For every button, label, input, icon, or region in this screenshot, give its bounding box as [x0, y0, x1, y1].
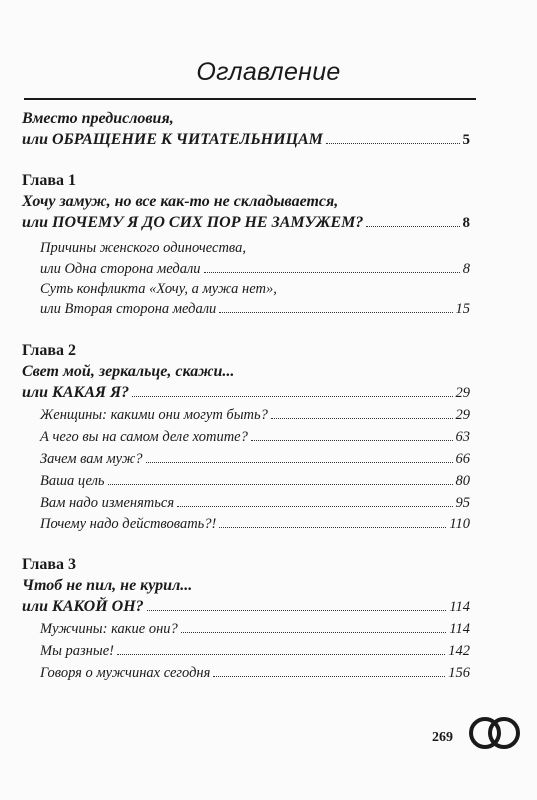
toc-entry-section[interactable]: [40, 515, 470, 533]
section-title: Зачем вам муж?: [40, 451, 143, 467]
toc-entry-chapter-1[interactable]: [22, 214, 470, 232]
page-number: 63: [455, 429, 470, 445]
toc-entry-chapter-2[interactable]: [22, 384, 470, 402]
page-number: 110: [449, 516, 470, 532]
heading-divider: [24, 98, 476, 100]
chapter-title-line1: Чтоб не пил, не курил...: [22, 577, 193, 594]
toc-heading: Оглавление: [196, 58, 341, 86]
toc-entry-section[interactable]: [40, 620, 470, 638]
chapter-title-line2: или КАКАЯ Я?: [22, 384, 130, 401]
page-number: 95: [455, 495, 470, 511]
rings-logo-icon: [468, 714, 522, 752]
page-number: 5: [462, 132, 470, 148]
page-number: 8: [462, 261, 470, 277]
leader-dots: [326, 143, 460, 144]
section-title: Почему надо действовать?!: [40, 516, 217, 532]
page-number: 142: [448, 643, 470, 659]
leader-dots: [177, 506, 452, 507]
page-number: 66: [455, 451, 470, 467]
toc-entry-section[interactable]: [40, 260, 470, 278]
page-number: 156: [448, 665, 470, 681]
chapter-title-line1: Хочу замуж, но все как-то не складывается,: [22, 193, 339, 210]
chapter-title-line2: или КАКОЙ ОН?: [22, 598, 144, 615]
section-line1: Причины женского одиночества,: [40, 240, 247, 256]
page-number: 8: [462, 215, 470, 231]
section-title: Говоря о мужчинах сегодня: [40, 665, 211, 681]
leader-dots: [108, 484, 453, 485]
folio-page-number: 269: [432, 730, 453, 745]
leader-dots: [271, 418, 453, 419]
leader-dots: [117, 654, 445, 655]
chapter-title-line2: или ПОЧЕМУ Я ДО СИХ ПОР НЕ ЗАМУЖЕМ?: [22, 214, 364, 231]
leader-dots: [147, 610, 447, 611]
section-line1: Суть конфликта «Хочу, а мужа нет»,: [40, 281, 277, 297]
page-number: 80: [455, 473, 470, 489]
leader-dots: [132, 396, 452, 397]
toc-entry-section[interactable]: [40, 494, 470, 512]
leader-dots: [204, 272, 460, 273]
page-number: 114: [449, 621, 470, 637]
page-number: 29: [455, 407, 470, 423]
section-line2: или Одна сторона медали: [40, 261, 201, 277]
leader-dots: [219, 527, 446, 528]
leader-dots: [366, 226, 459, 227]
preface-line2: или ОБРАЩЕНИЕ К ЧИТАТЕЛЬНИЦАМ: [22, 131, 323, 148]
leader-dots: [181, 632, 447, 633]
page-number: 114: [449, 599, 470, 615]
toc-entry-section[interactable]: [40, 300, 470, 318]
toc-entry-section[interactable]: [40, 472, 470, 490]
chapter-title-line1: Свет мой, зеркальце, скажи...: [22, 363, 235, 380]
section-title: Женщины: какими они могут быть?: [40, 407, 268, 423]
leader-dots: [251, 440, 453, 441]
leader-dots: [146, 462, 453, 463]
preface-line1: Вместо предисловия,: [22, 110, 174, 127]
toc-entry-section[interactable]: [40, 428, 470, 446]
leader-dots: [219, 312, 452, 313]
chapter-label: Глава 3: [22, 556, 76, 573]
section-title: Ваша цель: [40, 473, 105, 489]
section-title: Мужчины: какие они?: [40, 621, 178, 637]
section-title: Мы разные!: [40, 643, 114, 659]
section-line2: или Вторая сторона медали: [40, 301, 217, 317]
leader-dots: [213, 676, 445, 677]
toc-entry-section[interactable]: [40, 406, 470, 424]
toc-entry-section[interactable]: [40, 450, 470, 468]
page-number: 15: [455, 301, 470, 317]
toc-entry-section[interactable]: [40, 642, 470, 660]
toc-entry-preface[interactable]: [22, 131, 470, 149]
chapter-label: Глава 2: [22, 342, 76, 359]
section-title: Вам надо изменяться: [40, 495, 175, 511]
bleed-through-text: [255, 4, 517, 20]
section-title: А чего вы на самом деле хотите?: [40, 429, 248, 445]
toc-entry-chapter-3[interactable]: [22, 598, 470, 616]
page-number: 29: [455, 385, 470, 401]
chapter-label: Глава 1: [22, 172, 76, 189]
toc-entry-section[interactable]: [40, 664, 470, 682]
